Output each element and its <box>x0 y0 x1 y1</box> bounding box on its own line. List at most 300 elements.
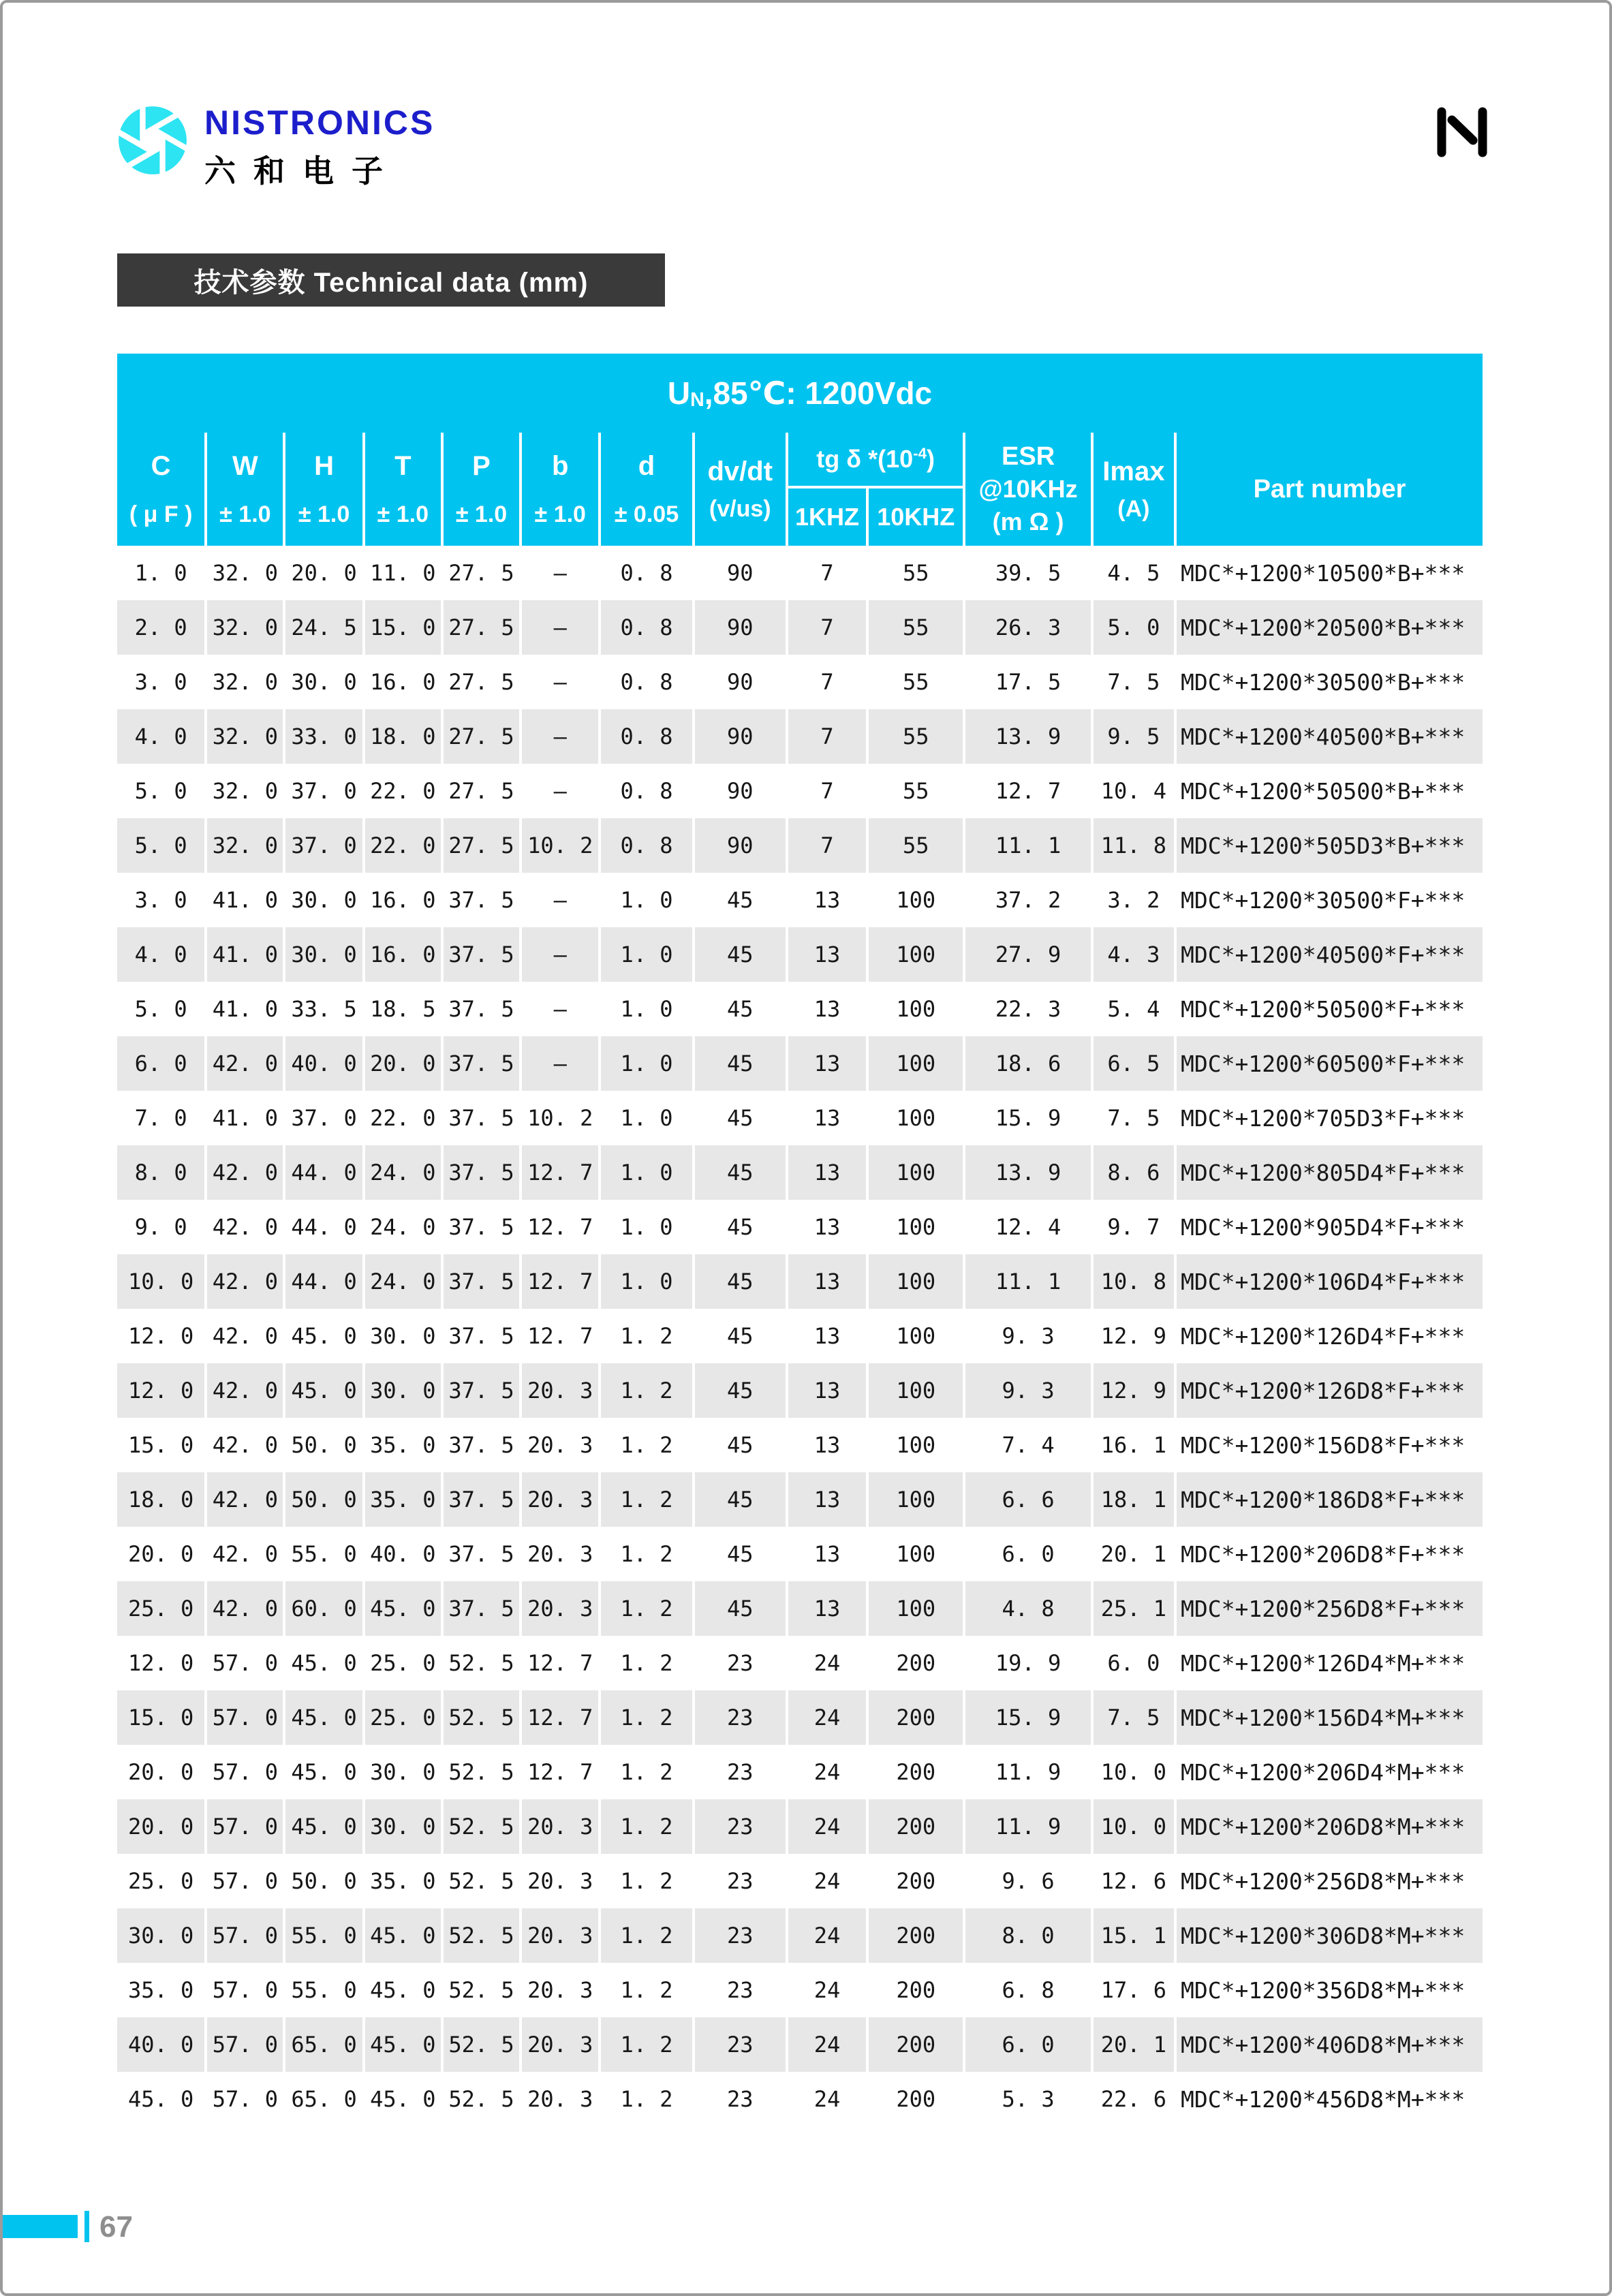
col-header-10khz: 10KHZ <box>869 488 965 546</box>
value-cell: – <box>522 600 601 655</box>
value-cell: 24. 5 <box>285 600 365 655</box>
table-row <box>117 1254 1483 1309</box>
value-cell: 37. 5 <box>444 982 522 1036</box>
value-cell: 90 <box>695 546 788 600</box>
value-cell: 45. 0 <box>285 1799 365 1854</box>
value-cell: 20. 0 <box>285 546 365 600</box>
value-cell: 23 <box>695 1908 788 1963</box>
value-cell: 13 <box>788 1363 869 1418</box>
value-cell: 13 <box>788 1036 869 1091</box>
value-cell: 22. 0 <box>365 818 444 873</box>
value-cell: 8. 0 <box>965 1908 1093 1963</box>
value-cell: 17. 5 <box>965 655 1093 709</box>
brand-name-chinese: 六和电子 <box>204 153 401 189</box>
value-cell: 1. 0 <box>601 1036 694 1091</box>
value-cell: 37. 0 <box>285 818 365 873</box>
value-cell: 41. 0 <box>207 927 285 982</box>
value-cell: 57. 0 <box>207 1908 285 1963</box>
table-row <box>117 709 1483 764</box>
value-cell: 13 <box>788 1581 869 1636</box>
table-row <box>117 1472 1483 1527</box>
value-cell: 7 <box>788 600 869 655</box>
value-cell: 16. 0 <box>365 655 444 709</box>
value-cell: 13 <box>788 1418 869 1472</box>
value-cell: 18. 0 <box>117 1472 207 1527</box>
col-header-1khz: 1KHZ <box>788 488 869 546</box>
value-cell: 27. 9 <box>965 927 1093 982</box>
value-cell: 27. 5 <box>444 600 522 655</box>
value-cell: 9. 0 <box>117 1200 207 1254</box>
value-cell: 32. 0 <box>207 546 285 600</box>
value-cell: 23 <box>695 1963 788 2017</box>
value-cell: 4. 5 <box>1094 546 1177 600</box>
value-cell: 20. 3 <box>522 1472 601 1527</box>
value-cell: 0. 8 <box>601 600 694 655</box>
value-cell: 37. 5 <box>444 1363 522 1418</box>
value-cell: 1. 0 <box>601 873 694 927</box>
value-cell: 50. 0 <box>285 1418 365 1472</box>
value-cell: 55. 0 <box>285 1963 365 2017</box>
value-cell: 30. 0 <box>117 1908 207 1963</box>
table-row <box>117 1745 1483 1799</box>
page-number: 67 <box>99 2210 133 2244</box>
value-cell: 57. 0 <box>207 1963 285 2017</box>
value-cell: 25. 0 <box>365 1636 444 1690</box>
value-cell: 50. 0 <box>285 1472 365 1527</box>
value-cell: 42. 0 <box>207 1472 285 1527</box>
value-cell: 0. 8 <box>601 709 694 764</box>
value-cell: 3. 0 <box>117 655 207 709</box>
value-cell: 37. 5 <box>444 1200 522 1254</box>
value-cell: 13 <box>788 1309 869 1363</box>
value-cell: 200 <box>869 1799 965 1854</box>
part-number-cell: MDC*+1200*705D3*F+*** <box>1177 1091 1483 1145</box>
value-cell: 100 <box>869 1309 965 1363</box>
value-cell: 32. 0 <box>207 709 285 764</box>
table-row <box>117 1636 1483 1690</box>
value-cell: 100 <box>869 1145 965 1200</box>
value-cell: – <box>522 764 601 818</box>
value-cell: 32. 0 <box>207 600 285 655</box>
brand-text <box>204 105 435 191</box>
table-row <box>117 873 1483 927</box>
value-cell: 15. 9 <box>965 1091 1093 1145</box>
value-cell: 9. 6 <box>965 1854 1093 1908</box>
value-cell: 42. 0 <box>207 1200 285 1254</box>
part-number-cell: MDC*+1200*306D8*M+*** <box>1177 1908 1483 1963</box>
value-cell: 4. 0 <box>117 927 207 982</box>
value-cell: 30. 0 <box>285 655 365 709</box>
value-cell: 1. 2 <box>601 1690 694 1745</box>
col-header-dvdt: dv/dt (v/us) <box>695 433 788 546</box>
value-cell: 12. 7 <box>522 1254 601 1309</box>
value-cell: 12. 7 <box>522 1690 601 1745</box>
brand-name: NISTRONICS <box>204 104 435 142</box>
value-cell: 45. 0 <box>365 1908 444 1963</box>
value-cell: 55. 0 <box>285 1527 365 1581</box>
value-cell: 20. 0 <box>365 1036 444 1091</box>
value-cell: 37. 0 <box>285 1091 365 1145</box>
value-cell: 37. 5 <box>444 1309 522 1363</box>
value-cell: 19. 9 <box>965 1636 1093 1690</box>
value-cell: 200 <box>869 1690 965 1745</box>
value-cell: 57. 0 <box>207 1799 285 1854</box>
value-cell: 1. 2 <box>601 1527 694 1581</box>
value-cell: 1. 2 <box>601 1418 694 1472</box>
col-header-p: P ± 1.0 <box>444 433 522 546</box>
value-cell: 32. 0 <box>207 818 285 873</box>
value-cell: 10. 2 <box>522 818 601 873</box>
value-cell: 1. 0 <box>601 982 694 1036</box>
value-cell: 45 <box>695 1145 788 1200</box>
value-cell: 5. 3 <box>965 2072 1093 2126</box>
value-cell: 23 <box>695 1799 788 1854</box>
value-cell: 100 <box>869 873 965 927</box>
value-cell: 100 <box>869 1254 965 1309</box>
value-cell: 23 <box>695 1690 788 1745</box>
part-number-cell: MDC*+1200*456D8*M+*** <box>1177 2072 1483 2126</box>
value-cell: 7 <box>788 818 869 873</box>
value-cell: 9. 5 <box>1094 709 1177 764</box>
table-row <box>117 1145 1483 1200</box>
value-cell: 9. 3 <box>965 1309 1093 1363</box>
value-cell: 12. 7 <box>522 1200 601 1254</box>
value-cell: 20. 3 <box>522 1854 601 1908</box>
value-cell: 42. 0 <box>207 1145 285 1200</box>
value-cell: 57. 0 <box>207 1636 285 1690</box>
value-cell: 5. 0 <box>117 818 207 873</box>
value-cell: 16. 1 <box>1094 1418 1177 1472</box>
value-cell: 12. 7 <box>522 1745 601 1799</box>
value-cell: 40. 0 <box>285 1036 365 1091</box>
value-cell: 7. 5 <box>1094 1091 1177 1145</box>
value-cell: 7 <box>788 655 869 709</box>
value-cell: 7 <box>788 546 869 600</box>
value-cell: 42. 0 <box>207 1581 285 1636</box>
value-cell: – <box>522 982 601 1036</box>
table-title-row <box>117 354 1483 433</box>
part-number-cell: MDC*+1200*206D4*M+*** <box>1177 1745 1483 1799</box>
value-cell: 45. 0 <box>365 2072 444 2126</box>
part-number-cell: MDC*+1200*30500*B+*** <box>1177 655 1483 709</box>
value-cell: – <box>522 655 601 709</box>
value-cell: 55 <box>869 600 965 655</box>
table-row <box>117 1908 1483 1963</box>
value-cell: 12. 4 <box>965 1200 1093 1254</box>
part-number-cell: MDC*+1200*126D4*M+*** <box>1177 1636 1483 1690</box>
part-number-cell: MDC*+1200*50500*B+*** <box>1177 764 1483 818</box>
value-cell: 42. 0 <box>207 1363 285 1418</box>
value-cell: 33. 0 <box>285 709 365 764</box>
part-number-cell: MDC*+1200*30500*F+*** <box>1177 873 1483 927</box>
value-cell: 45 <box>695 1309 788 1363</box>
table-row <box>117 1091 1483 1145</box>
value-cell: 30. 0 <box>365 1309 444 1363</box>
value-cell: 7 <box>788 764 869 818</box>
part-number-cell: MDC*+1200*156D8*F+*** <box>1177 1418 1483 1472</box>
part-number-cell: MDC*+1200*186D8*F+*** <box>1177 1472 1483 1527</box>
value-cell: 13 <box>788 982 869 1036</box>
value-cell: 44. 0 <box>285 1200 365 1254</box>
value-cell: 26. 3 <box>965 600 1093 655</box>
col-header-tan-delta: tg δ $*(10^{-4})$ <box>788 433 966 488</box>
value-cell: 52. 5 <box>444 1799 522 1854</box>
value-cell: 100 <box>869 1418 965 1472</box>
value-cell: 7. 4 <box>965 1418 1093 1472</box>
value-cell: 45 <box>695 1200 788 1254</box>
value-cell: 7. 5 <box>1094 1690 1177 1745</box>
value-cell: 37. 5 <box>444 1472 522 1527</box>
value-cell: 90 <box>695 709 788 764</box>
value-cell: 0. 8 <box>601 546 694 600</box>
value-cell: 10. 0 <box>117 1254 207 1309</box>
value-cell: 6. 0 <box>965 2017 1093 2072</box>
value-cell: 60. 0 <box>285 1581 365 1636</box>
value-cell: 25. 0 <box>117 1581 207 1636</box>
value-cell: 27. 5 <box>444 818 522 873</box>
value-cell: 12. 9 <box>1094 1309 1177 1363</box>
value-cell: 3. 0 <box>117 873 207 927</box>
part-number-cell: MDC*+1200*40500*B+*** <box>1177 709 1483 764</box>
value-cell: 90 <box>695 764 788 818</box>
table-row <box>117 2017 1483 2072</box>
value-cell: 13 <box>788 1527 869 1581</box>
value-cell: 11. 1 <box>965 1254 1093 1309</box>
value-cell: 45. 0 <box>285 1363 365 1418</box>
value-cell: 25. 1 <box>1094 1581 1177 1636</box>
value-cell: 35. 0 <box>365 1418 444 1472</box>
value-cell: 25. 0 <box>365 1690 444 1745</box>
value-cell: 57. 0 <box>207 2072 285 2126</box>
part-number-cell: MDC*+1200*60500*F+*** <box>1177 1036 1483 1091</box>
value-cell: 6. 8 <box>965 1963 1093 2017</box>
value-cell: 24 <box>788 1963 869 2017</box>
value-cell: 1. 2 <box>601 1309 694 1363</box>
value-cell: 12. 0 <box>117 1363 207 1418</box>
value-cell: 27. 5 <box>444 546 522 600</box>
value-cell: 41. 0 <box>207 1091 285 1145</box>
value-cell: 1. 2 <box>601 1581 694 1636</box>
value-cell: 45. 0 <box>285 1690 365 1745</box>
table-row <box>117 1854 1483 1908</box>
value-cell: 24 <box>788 1908 869 1963</box>
value-cell: 24. 0 <box>365 1254 444 1309</box>
value-cell: 11. 8 <box>1094 818 1177 873</box>
value-cell: 27. 5 <box>444 709 522 764</box>
value-cell: 45 <box>695 873 788 927</box>
value-cell: 10. 0 <box>1094 1799 1177 1854</box>
value-cell: 1. 2 <box>601 1472 694 1527</box>
value-cell: 20. 3 <box>522 1527 601 1581</box>
value-cell: 22. 0 <box>365 1091 444 1145</box>
value-cell: 37. 5 <box>444 873 522 927</box>
table-row <box>117 982 1483 1036</box>
value-cell: 6. 5 <box>1094 1036 1177 1091</box>
value-cell: 7. 0 <box>117 1091 207 1145</box>
value-cell: 0. 8 <box>601 818 694 873</box>
value-cell: 45 <box>695 1472 788 1527</box>
value-cell: 24. 0 <box>365 1200 444 1254</box>
value-cell: 1. 0 <box>117 546 207 600</box>
value-cell: 12. 7 <box>965 764 1093 818</box>
value-cell: 37. 2 <box>965 873 1093 927</box>
value-cell: 18. 5 <box>365 982 444 1036</box>
value-cell: 45 <box>695 1254 788 1309</box>
value-cell: 23 <box>695 2017 788 2072</box>
value-cell: 1. 0 <box>601 927 694 982</box>
value-cell: 65. 0 <box>285 2017 365 2072</box>
value-cell: 12. 0 <box>117 1636 207 1690</box>
value-cell: 10. 4 <box>1094 764 1177 818</box>
value-cell: 23 <box>695 2072 788 2126</box>
col-header-t: T ± 1.0 <box>365 433 444 546</box>
part-number-cell: MDC*+1200*50500*F+*** <box>1177 982 1483 1036</box>
value-cell: – <box>522 1036 601 1091</box>
value-cell: 11. 9 <box>965 1745 1093 1799</box>
value-cell: 20. 3 <box>522 1418 601 1472</box>
value-cell: 30. 0 <box>285 873 365 927</box>
value-cell: 3. 2 <box>1094 873 1177 927</box>
value-cell: 9. 3 <box>965 1363 1093 1418</box>
value-cell: 1. 2 <box>601 1854 694 1908</box>
value-cell: 1. 2 <box>601 1636 694 1690</box>
value-cell: – <box>522 927 601 982</box>
value-cell: 200 <box>869 2072 965 2126</box>
value-cell: 55 <box>869 764 965 818</box>
value-cell: 42. 0 <box>207 1309 285 1363</box>
value-cell: 55 <box>869 709 965 764</box>
value-cell: 24 <box>788 1854 869 1908</box>
value-cell: 44. 0 <box>285 1145 365 1200</box>
col-header-capacitance: C ( μ F ) <box>117 433 207 546</box>
table-row <box>117 764 1483 818</box>
value-cell: 13 <box>788 1200 869 1254</box>
value-cell: 5. 4 <box>1094 982 1177 1036</box>
value-cell: 42. 0 <box>207 1036 285 1091</box>
value-cell: 11. 0 <box>365 546 444 600</box>
value-cell: 5. 0 <box>117 764 207 818</box>
value-cell: 42. 0 <box>207 1254 285 1309</box>
value-cell: 37. 5 <box>444 1527 522 1581</box>
value-cell: 37. 5 <box>444 1145 522 1200</box>
value-cell: 100 <box>869 1581 965 1636</box>
value-cell: 55 <box>869 655 965 709</box>
value-cell: 44. 0 <box>285 1254 365 1309</box>
value-cell: 20. 3 <box>522 1581 601 1636</box>
value-cell: 100 <box>869 1527 965 1581</box>
value-cell: 45. 0 <box>285 1309 365 1363</box>
section-title: 技术参数 Technical data (mm) <box>193 267 589 298</box>
value-cell: 45 <box>695 1527 788 1581</box>
value-cell: 8. 0 <box>117 1145 207 1200</box>
value-cell: 15. 0 <box>117 1418 207 1472</box>
value-cell: 45. 0 <box>365 1581 444 1636</box>
value-cell: 12. 9 <box>1094 1363 1177 1418</box>
part-number-cell: MDC*+1200*10500*B+*** <box>1177 546 1483 600</box>
value-cell: 55. 0 <box>285 1908 365 1963</box>
value-cell: 200 <box>869 2017 965 2072</box>
value-cell: 45. 0 <box>117 2072 207 2126</box>
value-cell: 27. 5 <box>444 655 522 709</box>
value-cell: 13 <box>788 1472 869 1527</box>
part-number-cell: MDC*+1200*126D8*F+*** <box>1177 1363 1483 1418</box>
footer-accent-tick <box>84 2211 89 2242</box>
technical-data-table <box>117 354 1483 2126</box>
value-cell: 20. 3 <box>522 2072 601 2126</box>
value-cell: 45 <box>695 927 788 982</box>
value-cell: 24 <box>788 1799 869 1854</box>
value-cell: 1. 2 <box>601 1745 694 1799</box>
value-cell: 100 <box>869 1091 965 1145</box>
value-cell: 41. 0 <box>207 982 285 1036</box>
value-cell: 13. 9 <box>965 1145 1093 1200</box>
value-cell: 20. 3 <box>522 1908 601 1963</box>
value-cell: 13 <box>788 1254 869 1309</box>
table-header-row <box>117 433 1483 488</box>
value-cell: 12. 7 <box>522 1309 601 1363</box>
value-cell: 45 <box>695 1363 788 1418</box>
part-number-cell: MDC*+1200*206D8*M+*** <box>1177 1799 1483 1854</box>
value-cell: 12. 6 <box>1094 1854 1177 1908</box>
section-title-bar <box>117 253 665 307</box>
value-cell: 20. 1 <box>1094 2017 1177 2072</box>
table-row <box>117 655 1483 709</box>
value-cell: 57. 0 <box>207 1745 285 1799</box>
value-cell: 37. 0 <box>285 764 365 818</box>
value-cell: 100 <box>869 1036 965 1091</box>
value-cell: 200 <box>869 1854 965 1908</box>
value-cell: 16. 0 <box>365 927 444 982</box>
col-header-imax: Imax (A) <box>1094 433 1177 546</box>
n-monogram-icon <box>1433 105 1491 159</box>
value-cell: 15. 9 <box>965 1690 1093 1745</box>
value-cell: 35. 0 <box>365 1472 444 1527</box>
value-cell: 100 <box>869 982 965 1036</box>
col-header-d: d ± 0.05 <box>601 433 694 546</box>
part-number-cell: MDC*+1200*505D3*B+*** <box>1177 818 1483 873</box>
part-number-cell: MDC*+1200*126D4*F+*** <box>1177 1309 1483 1363</box>
value-cell: 33. 5 <box>285 982 365 1036</box>
col-header-h: H ± 1.0 <box>285 433 365 546</box>
table-row <box>117 1200 1483 1254</box>
value-cell: 37. 5 <box>444 1581 522 1636</box>
value-cell: 24 <box>788 1636 869 1690</box>
table-row <box>117 546 1483 600</box>
value-cell: 55 <box>869 818 965 873</box>
value-cell: 27. 5 <box>444 764 522 818</box>
value-cell: 18. 1 <box>1094 1472 1177 1527</box>
aperture-shutter-icon <box>117 105 188 176</box>
value-cell: 6. 0 <box>117 1036 207 1091</box>
value-cell: 25. 0 <box>117 1854 207 1908</box>
value-cell: 52. 5 <box>444 1690 522 1745</box>
value-cell: 45. 0 <box>285 1636 365 1690</box>
value-cell: 45 <box>695 1418 788 1472</box>
value-cell: 0. 8 <box>601 764 694 818</box>
part-number-cell: MDC*+1200*20500*B+*** <box>1177 600 1483 655</box>
value-cell: 0. 8 <box>601 655 694 709</box>
table-row <box>117 927 1483 982</box>
value-cell: 90 <box>695 600 788 655</box>
value-cell: 45 <box>695 1581 788 1636</box>
value-cell: 24 <box>788 1690 869 1745</box>
value-cell: 35. 0 <box>365 1854 444 1908</box>
value-cell: 90 <box>695 818 788 873</box>
value-cell: 5. 0 <box>117 982 207 1036</box>
table-row <box>117 1363 1483 1418</box>
value-cell: 100 <box>869 1200 965 1254</box>
value-cell: 16. 0 <box>365 873 444 927</box>
